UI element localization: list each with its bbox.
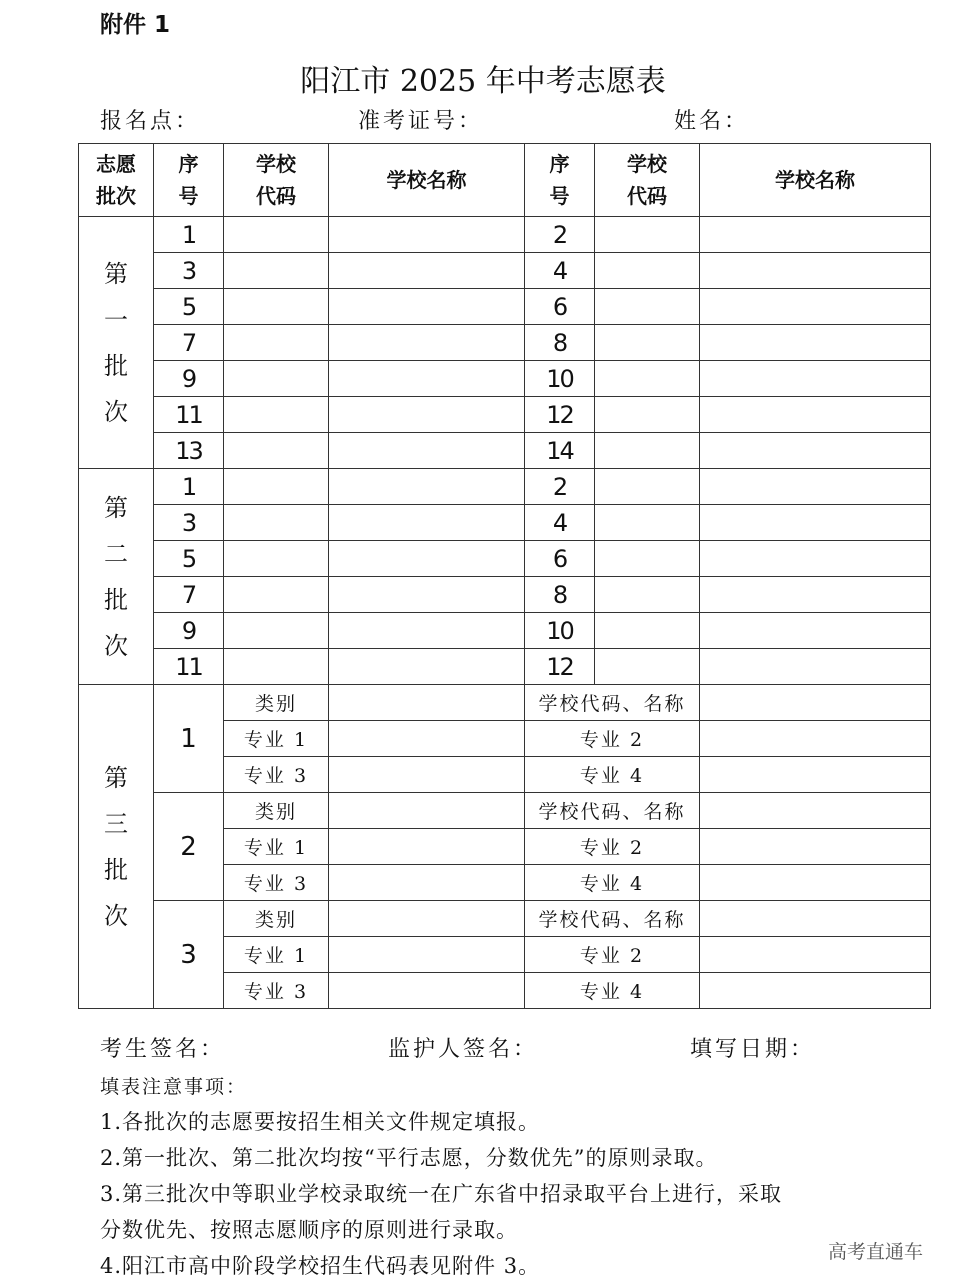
seq-cell: 9 — [154, 361, 224, 397]
header-code-right: 学校 代码 — [595, 144, 700, 217]
seq-cell: 1 — [154, 217, 224, 253]
major3-label: 专业 3 — [224, 865, 329, 901]
table-row — [79, 901, 931, 937]
major4-input-cell[interactable] — [700, 757, 931, 793]
application-table — [78, 143, 931, 1009]
page-title: 阳江市 2025 年中考志愿表 — [300, 64, 666, 99]
seq-cell: 7 — [154, 325, 224, 361]
code-input-cell[interactable] — [595, 469, 700, 505]
seq-cell: 6 — [525, 289, 595, 325]
school-input-cell[interactable] — [329, 253, 525, 289]
table-row — [79, 397, 931, 433]
major2-label: 专业 2 — [525, 721, 700, 757]
major1-input-cell[interactable] — [329, 721, 525, 757]
major2-label: 专业 2 — [525, 829, 700, 865]
school-input-cell[interactable] — [329, 361, 525, 397]
school-input-cell[interactable] — [700, 505, 931, 541]
fill-date-label: 填写日期： — [690, 1037, 816, 1062]
major1-label: 专业 1 — [224, 937, 329, 973]
school-code-name-input-cell[interactable] — [700, 901, 931, 937]
code-input-cell[interactable] — [595, 505, 700, 541]
note-item: 2.第一批次、第二批次均按“平行志愿，分数优先”的原则录取。 — [100, 1146, 718, 1170]
table-row — [79, 289, 931, 325]
batch3-group-number: 1 — [154, 685, 224, 793]
school-input-cell[interactable] — [329, 577, 525, 613]
seq-cell: 5 — [154, 541, 224, 577]
school-input-cell[interactable] — [700, 649, 931, 685]
table-row — [79, 613, 931, 649]
major1-label: 专业 1 — [224, 829, 329, 865]
batch2-label: 第 二 批 次 — [79, 469, 154, 685]
major3-input-cell[interactable] — [329, 865, 525, 901]
school-input-cell[interactable] — [700, 217, 931, 253]
category-input-cell[interactable] — [329, 685, 525, 721]
code-input-cell[interactable] — [224, 289, 329, 325]
major4-input-cell[interactable] — [700, 973, 931, 1009]
table-row — [79, 433, 931, 469]
seq-cell: 10 — [525, 361, 595, 397]
seq-cell: 1 — [154, 469, 224, 505]
school-input-cell[interactable] — [329, 613, 525, 649]
note-item: 4.阳江市高中阶段学校招生代码表见附件 3。 — [100, 1254, 541, 1278]
school-input-cell[interactable] — [700, 613, 931, 649]
school-input-cell[interactable] — [329, 469, 525, 505]
category-label: 类别 — [224, 901, 329, 937]
major4-label: 专业 4 — [525, 757, 700, 793]
school-input-cell[interactable] — [329, 433, 525, 469]
school-code-name-input-cell[interactable] — [700, 685, 931, 721]
code-input-cell[interactable] — [595, 289, 700, 325]
code-input-cell[interactable] — [224, 361, 329, 397]
header-seq-right: 序 号 — [525, 144, 595, 217]
major1-input-cell[interactable] — [329, 937, 525, 973]
seq-cell: 11 — [154, 649, 224, 685]
major3-input-cell[interactable] — [329, 757, 525, 793]
code-input-cell[interactable] — [224, 397, 329, 433]
major2-label: 专业 2 — [525, 937, 700, 973]
seq-cell: 3 — [154, 505, 224, 541]
school-code-name-input-cell[interactable] — [700, 793, 931, 829]
category-input-cell[interactable] — [329, 901, 525, 937]
school-input-cell[interactable] — [329, 649, 525, 685]
major1-input-cell[interactable] — [329, 829, 525, 865]
exam-number-label: 准考证号： — [358, 109, 484, 134]
student-signature-label: 考生签名： — [100, 1037, 226, 1062]
major3-label: 专业 3 — [224, 757, 329, 793]
school-input-cell[interactable] — [700, 469, 931, 505]
major2-input-cell[interactable] — [700, 937, 931, 973]
major2-input-cell[interactable] — [700, 721, 931, 757]
notes-title: 填表注意事项： — [100, 1076, 248, 1098]
watermark-text: 高考直通车 — [828, 1241, 924, 1263]
code-input-cell[interactable] — [595, 397, 700, 433]
header-school: 学校名称 — [329, 144, 525, 217]
seq-cell: 8 — [525, 577, 595, 613]
table-row — [79, 217, 931, 253]
school-input-cell[interactable] — [700, 577, 931, 613]
table-row — [79, 469, 931, 505]
batch3-label: 第 三 批 次 — [79, 685, 154, 1009]
name-label: 姓名： — [674, 109, 750, 134]
code-input-cell[interactable] — [224, 649, 329, 685]
code-input-cell[interactable] — [595, 253, 700, 289]
school-input-cell[interactable] — [700, 433, 931, 469]
table-row — [79, 577, 931, 613]
code-input-cell[interactable] — [595, 433, 700, 469]
code-input-cell[interactable] — [595, 649, 700, 685]
code-input-cell[interactable] — [224, 325, 329, 361]
batch3-group-number: 2 — [154, 793, 224, 901]
school-code-name-label: 学校代码、名称 — [525, 901, 700, 937]
seq-cell: 6 — [525, 541, 595, 577]
code-input-cell[interactable] — [224, 217, 329, 253]
major4-label: 专业 4 — [525, 865, 700, 901]
seq-cell: 8 — [525, 325, 595, 361]
registration-site-label: 报名点： — [100, 109, 201, 134]
seq-cell: 14 — [525, 433, 595, 469]
seq-cell: 4 — [525, 253, 595, 289]
header-seq: 序 号 — [154, 144, 224, 217]
major4-input-cell[interactable] — [700, 865, 931, 901]
major3-label: 专业 3 — [224, 973, 329, 1009]
seq-cell: 12 — [525, 397, 595, 433]
school-input-cell[interactable] — [329, 217, 525, 253]
table-row — [79, 541, 931, 577]
note-item: 1.各批次的志愿要按招生相关文件规定填报。 — [100, 1110, 541, 1134]
category-label: 类别 — [224, 793, 329, 829]
seq-cell: 2 — [525, 217, 595, 253]
school-code-name-label: 学校代码、名称 — [525, 793, 700, 829]
note-item: 分数优先、按照志愿顺序的原则进行录取。 — [100, 1218, 518, 1242]
code-input-cell[interactable] — [595, 613, 700, 649]
header-school-right: 学校名称 — [700, 144, 931, 217]
attachment-label: 附件 1 — [100, 12, 171, 38]
header-batch: 志愿 批次 — [79, 144, 154, 217]
code-input-cell[interactable] — [224, 577, 329, 613]
school-input-cell[interactable] — [700, 253, 931, 289]
code-input-cell[interactable] — [595, 541, 700, 577]
seq-cell: 3 — [154, 253, 224, 289]
school-input-cell[interactable] — [329, 505, 525, 541]
major3-input-cell[interactable] — [329, 973, 525, 1009]
major4-label: 专业 4 — [525, 973, 700, 1009]
category-label: 类别 — [224, 685, 329, 721]
guardian-signature-label: 监护人签名： — [388, 1037, 539, 1062]
note-item: 3.第三批次中等职业学校录取统一在广东省中招录取平台上进行，采取 — [100, 1182, 783, 1206]
seq-cell: 9 — [154, 613, 224, 649]
school-code-name-label: 学校代码、名称 — [525, 685, 700, 721]
major2-input-cell[interactable] — [700, 829, 931, 865]
school-input-cell[interactable] — [700, 289, 931, 325]
code-input-cell[interactable] — [595, 577, 700, 613]
table-row — [79, 649, 931, 685]
table-row — [79, 505, 931, 541]
code-input-cell[interactable] — [224, 505, 329, 541]
seq-cell: 10 — [525, 613, 595, 649]
code-input-cell[interactable] — [595, 217, 700, 253]
table-row — [79, 253, 931, 289]
seq-cell: 7 — [154, 577, 224, 613]
table-header — [79, 144, 931, 217]
seq-cell: 5 — [154, 289, 224, 325]
seq-cell: 12 — [525, 649, 595, 685]
batch1-label: 第 一 批 次 — [79, 217, 154, 469]
code-input-cell[interactable] — [224, 613, 329, 649]
seq-cell: 2 — [525, 469, 595, 505]
table-row — [79, 361, 931, 397]
code-input-cell[interactable] — [595, 361, 700, 397]
header-code: 学校 代码 — [224, 144, 329, 217]
major1-label: 专业 1 — [224, 721, 329, 757]
batch3-group-number: 3 — [154, 901, 224, 1009]
table-row — [79, 793, 931, 829]
table-row — [79, 325, 931, 361]
code-input-cell[interactable] — [224, 469, 329, 505]
code-input-cell[interactable] — [224, 253, 329, 289]
school-input-cell[interactable] — [329, 289, 525, 325]
seq-cell: 11 — [154, 397, 224, 433]
seq-cell: 4 — [525, 505, 595, 541]
table-row — [79, 685, 931, 721]
school-input-cell[interactable] — [329, 541, 525, 577]
school-input-cell[interactable] — [700, 361, 931, 397]
school-input-cell[interactable] — [700, 325, 931, 361]
category-input-cell[interactable] — [329, 793, 525, 829]
code-input-cell[interactable] — [224, 433, 329, 469]
code-input-cell[interactable] — [595, 325, 700, 361]
school-input-cell[interactable] — [329, 397, 525, 433]
school-input-cell[interactable] — [700, 397, 931, 433]
school-input-cell[interactable] — [700, 541, 931, 577]
code-input-cell[interactable] — [224, 541, 329, 577]
seq-cell: 13 — [154, 433, 224, 469]
school-input-cell[interactable] — [329, 325, 525, 361]
